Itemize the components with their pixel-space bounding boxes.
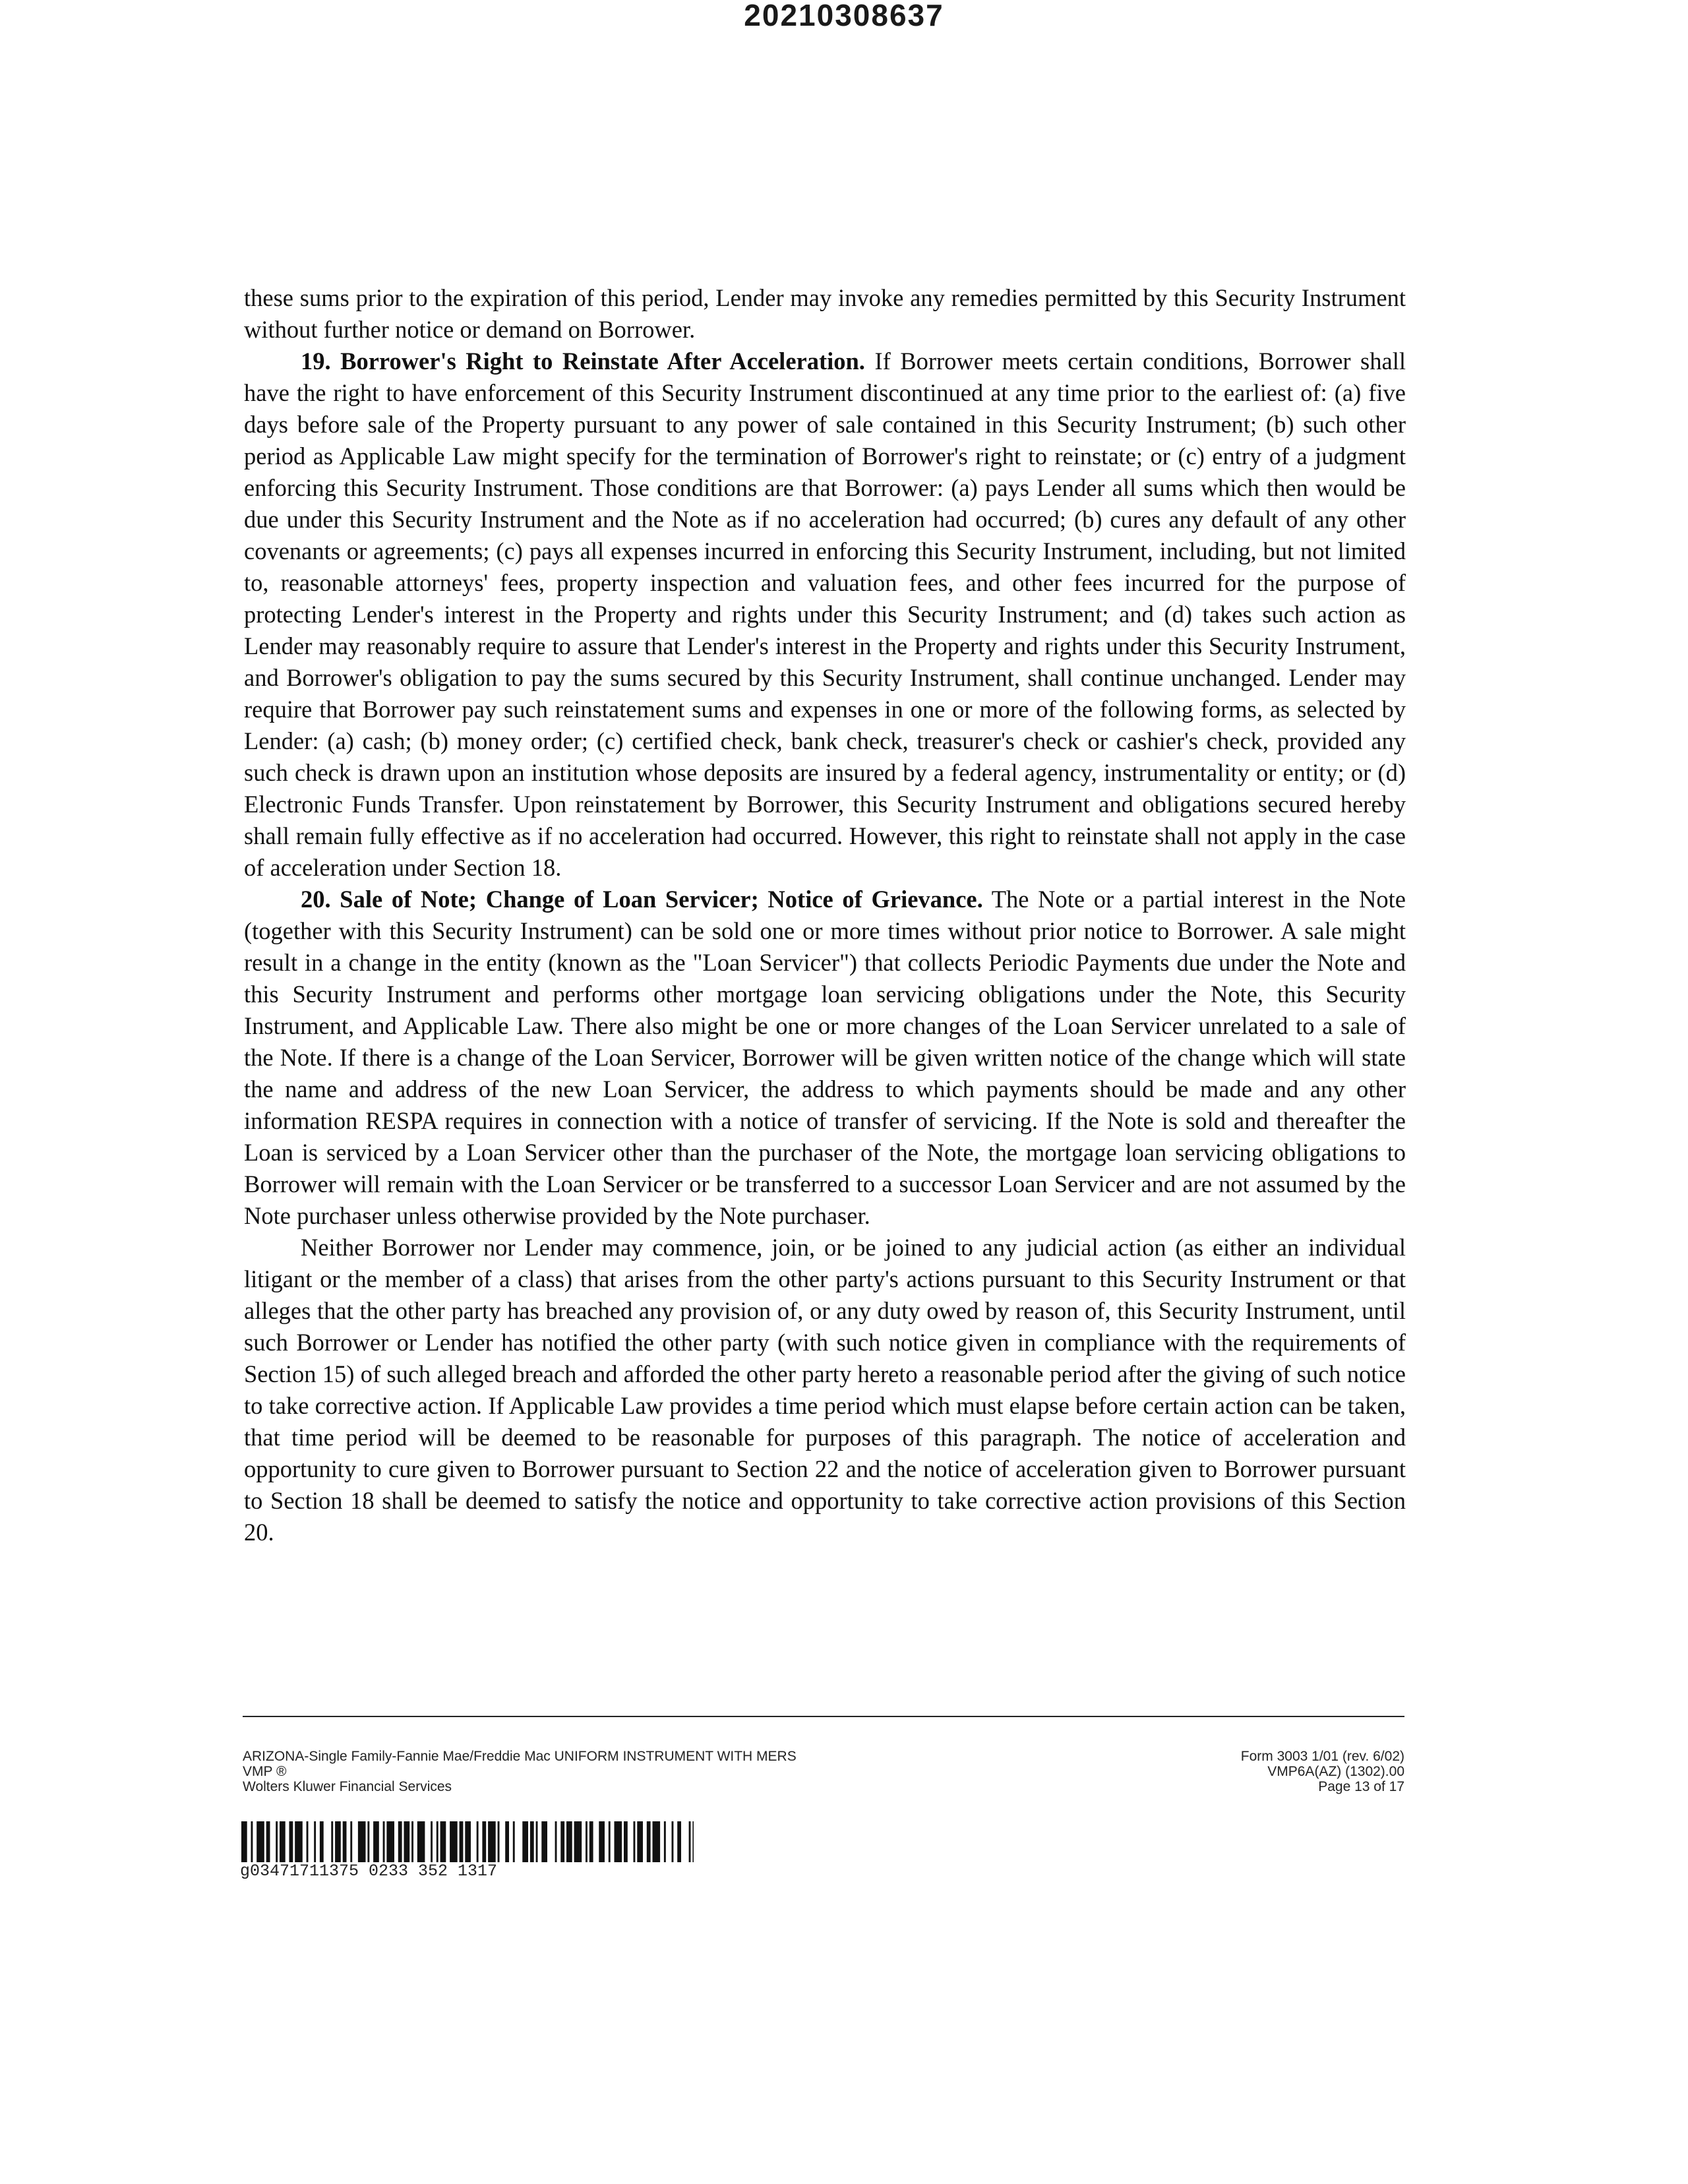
footer-page-number: Page 13 of 17 xyxy=(1318,1779,1404,1794)
barcode-bar xyxy=(367,1821,369,1862)
footer-instrument-title: ARIZONA-Single Family-Fannie Mae/Freddie Mac UNIFORM INSTRUMENT WITH MERS xyxy=(243,1749,797,1764)
section-19 xyxy=(244,346,1406,884)
paragraph-continuation: these sums prior to the expiration of this period, Lender may invoke any remedies permitted by this Security Instrument without further notice or demand on Borrower. xyxy=(244,284,1406,343)
recording-number: 20210308637 xyxy=(744,0,944,32)
barcode-bar xyxy=(477,1821,479,1862)
barcode-bar xyxy=(431,1821,433,1862)
barcode-bar xyxy=(276,1821,278,1862)
barcode-bar xyxy=(465,1821,471,1862)
barcode-bar xyxy=(615,1821,622,1862)
barcode-bar xyxy=(266,1821,270,1862)
barcode-bar xyxy=(498,1821,500,1862)
barcode-digits: g03471711375 0233 352 1317 xyxy=(240,1862,498,1881)
barcode-bar xyxy=(566,1821,572,1862)
section-20-heading: 20. Sale of Note; Change of Loan Servicer; Notice of Grievance. xyxy=(301,886,983,913)
barcode-bar xyxy=(689,1821,691,1862)
barcode-bar xyxy=(241,1821,247,1862)
section-19-heading: 19. Borrower's Right to Reinstate After Acceleration. xyxy=(301,348,865,375)
barcode-bar xyxy=(589,1821,593,1862)
footer-publisher: Wolters Kluwer Financial Services xyxy=(243,1779,452,1794)
barcode-bar xyxy=(350,1821,352,1862)
barcode-bar xyxy=(653,1821,661,1862)
barcode-bar xyxy=(251,1821,253,1862)
barcode-bar xyxy=(386,1821,394,1862)
barcode-bar xyxy=(307,1821,309,1862)
barcode-bar xyxy=(692,1821,694,1862)
barcode-bar xyxy=(411,1821,413,1862)
barcode-bar xyxy=(482,1821,486,1862)
barcode-bar xyxy=(664,1821,666,1862)
barcode-bar xyxy=(256,1821,264,1862)
footer-vmp-mark: VMP ® xyxy=(243,1764,287,1779)
barcode-bar xyxy=(609,1821,611,1862)
footer-form-id: Form 3003 1/01 (rev. 6/02) xyxy=(1240,1749,1404,1764)
barcode-bar xyxy=(672,1821,674,1862)
barcode-bar xyxy=(335,1821,341,1862)
barcode-bar xyxy=(440,1821,446,1862)
section-20 xyxy=(244,884,1406,1232)
section-20-text: The Note or a partial interest in the Note (together with this Security Instrument) can be sold one or more times without prior notice to Borrower. A sale might result in a change in the entity (known as the "Loan Servicer") that collects Periodic Payments due under the Note and this Security Instrument and performs other mortgage loan servicing obligations under the Note, this Security Instrument, and Applicable Law. There also might be one or more changes of the Loan Servicer unrelated to a sale of the Note. If there is a change of the Loan Servicer, Borrower will be given written notice of the change which will state the name and address of the new Loan Servicer, the address to which payments should be made and any other information RESPA requires in connection with a notice of transfer of servicing. If the Note is sold and thereafter the Loan is serviced by a Loan Servicer other than the purchaser of the Note, the mortgage loan servicing obligations to Borrower will remain with the Loan Servicer or be transferred to a successor Loan Servicer and are not assumed by the Note purchaser unless otherwise provided by the Note purchaser. xyxy=(244,886,1406,1229)
footer-divider xyxy=(243,1716,1404,1717)
barcode-bar xyxy=(530,1821,534,1862)
section-19-text: If Borrower meets certain conditions, Borrower shall have the right to have enforcement of this Security Instrument discontinued at any time prior to the earliest of: (a) five days before sale of the Property pursuant to any power of sale contained in this Security Instrument; (b) such other period as Applicable Law might specify for the termination of Borrower's right to reinstate; or (c) entry of a judgment enforcing this Security Instrument. Those conditions are that Borrower: (a) pays Lender all sums which then would be due under this Security Instrument and the Note as if no acceleration had occurred; (b) cures any default of any other covenants or agreements; (c) pays all expenses incurred in enforcing this Security Instrument, including, but not limited to, reasonable attorneys' fees, property inspection and valuation fees, and other fees incurred for the purpose of protecting Lender's interest in the Property and rights under this Security Instrument; and (d) takes such action as Lender may reasonably require to assure that Lender's interest in the Property and rights under this Security Instrument, and Borrower's obligation to pay the sums secured by this Security Instrument, shall continue unchanged. Lender may require that Borrower pay such reinstatement sums and expenses in one or more of the following forms, as selected by Lender: (a) cash; (b) money order; (c) certified check, bank check, treasurer's check or cashier's check, provided any such check is drawn upon an institution whose deposits are insured by a federal agency, instrumentality or entity; or (d) Electronic Funds Transfer. Upon reinstatement by Borrower, this Security Instrument and obligations secured hereby shall remain fully effective as if no acceleration had occurred. However, this right to reinstate shall not apply in the case of acceleration under Section 18. xyxy=(244,348,1406,881)
barcode-bar xyxy=(343,1821,347,1862)
barcode-bar xyxy=(373,1821,379,1862)
barcode-bar xyxy=(417,1821,425,1862)
barcode-bar xyxy=(637,1821,643,1862)
footer-form-info xyxy=(243,1749,797,1794)
barcode-bar xyxy=(560,1821,564,1862)
barcode-bar xyxy=(404,1821,410,1862)
barcode-bar xyxy=(460,1821,464,1862)
barcode-bar xyxy=(555,1821,557,1862)
barcode-bar xyxy=(314,1821,316,1862)
barcode-bar xyxy=(634,1821,636,1862)
barcode-bar xyxy=(437,1821,438,1862)
document-body xyxy=(244,282,1406,1548)
barcode-bar xyxy=(358,1821,366,1862)
footer-form-number xyxy=(1241,1749,1404,1794)
barcode-bar xyxy=(522,1821,528,1862)
barcode-bar xyxy=(383,1821,385,1862)
barcode-bar xyxy=(677,1821,681,1862)
barcode-bar xyxy=(331,1821,333,1862)
barcode-bar xyxy=(536,1821,538,1862)
barcode-bar xyxy=(586,1821,588,1862)
barcode-bar xyxy=(280,1821,286,1862)
section-20-paragraph-2: Neither Borrower nor Lender may commence, join, or be joined to any judicial action (as either an individual litigant or the member of a class) that arises from the other party's actions pursuant to this Security Instrument or that alleges that the other party has breached any provision of, or any duty owed by reason of, this Security Instrument, until such Borrower or Lender has notified the other party (with such notice given in compliance with the requirements of Section 15) of such alleged breach and afforded the other party hereto a reasonable period after the giving of such notice to take corrective action. If Applicable Law provides a time period which must elapse before certain action can be taken, that time period will be deemed to be reasonable for purposes of this paragraph. The notice of acceleration and opportunity to cure given to Borrower pursuant to Section 22 and the notice of acceleration given to Borrower pursuant to Section 18 shall be deemed to satisfy the notice and opportunity to take corrective action provisions of this Section 20. xyxy=(244,1234,1406,1546)
barcode-bar xyxy=(574,1821,582,1862)
barcode-bar xyxy=(647,1821,651,1862)
barcode-bar xyxy=(505,1821,509,1862)
barcode-bar xyxy=(624,1821,628,1862)
barcode-bar xyxy=(320,1821,324,1862)
barcode-bar xyxy=(289,1821,293,1862)
barcode-icon xyxy=(241,1821,694,1862)
barcode-bar xyxy=(488,1821,496,1862)
barcode-bar xyxy=(398,1821,402,1862)
barcode-bar xyxy=(513,1821,515,1862)
barcode-bar xyxy=(450,1821,458,1862)
barcode-bar xyxy=(599,1821,605,1862)
barcode-bar xyxy=(295,1821,303,1862)
barcode-bar xyxy=(541,1821,547,1862)
footer-vmp-code: VMP6A(AZ) (1302).00 xyxy=(1267,1764,1404,1779)
